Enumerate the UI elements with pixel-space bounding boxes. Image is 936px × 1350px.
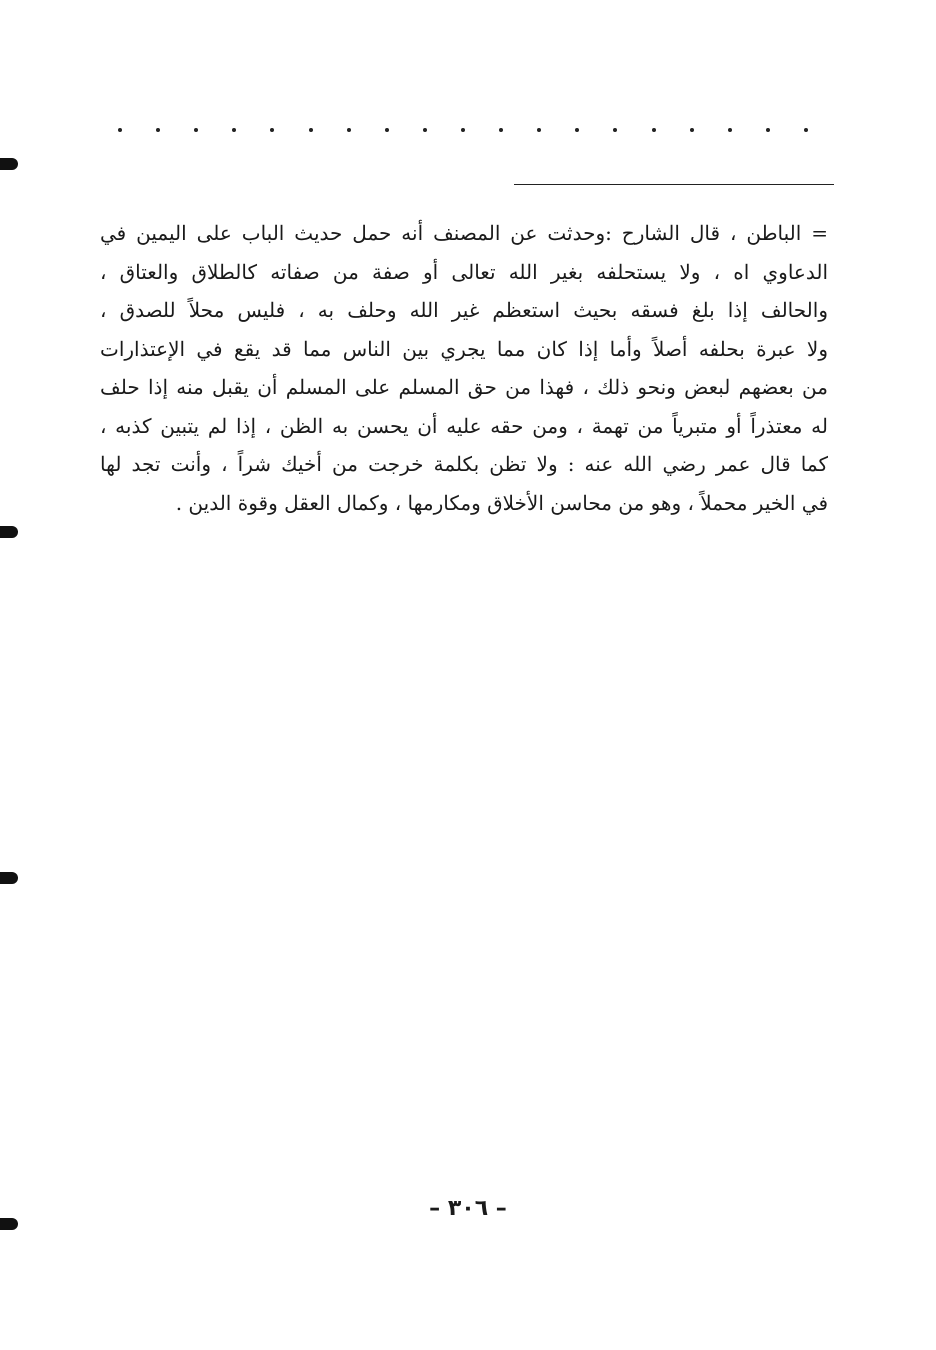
footnote-line: من بعضهم لبعض ونحو ذلك ، فهذا من حق المسلم على المسلم أن يقبل منه إذا حلف: [100, 375, 828, 399]
scan-edge-mark: [0, 872, 18, 884]
dot: [613, 128, 617, 132]
footnote-separator-rule: [514, 184, 834, 185]
dot: [575, 128, 579, 132]
dot: [804, 128, 808, 132]
separator-dots: [118, 118, 808, 142]
dot: [690, 128, 694, 132]
dot: [270, 128, 274, 132]
footnote-line: في الخير محملاً ، وهو من محاسن الأخلاق ومكارمها ، وكمال العقل وقوة الدين .: [175, 490, 828, 515]
scan-edge-mark: [0, 158, 18, 170]
dot: [194, 128, 198, 132]
footnote-line: = الباطن ، قال الشارح :وحدثت عن المصنف أنه حمل حديث الباب على اليمين في: [100, 221, 828, 245]
dot: [537, 128, 541, 132]
dot: [385, 128, 389, 132]
dot: [232, 128, 236, 132]
dot: [499, 128, 503, 132]
scan-edge-mark: [0, 526, 18, 538]
scan-edge-mark: [0, 1218, 18, 1230]
dot: [652, 128, 656, 132]
dot: [461, 128, 465, 132]
footnote-text: [100, 214, 828, 522]
footnote-line: كما قال عمر رضي الله عنه : ولا تظن بكلمة خرجت من أخيك شراً ، وأنت تجد لها: [100, 452, 828, 476]
dot: [156, 128, 160, 132]
dot: [728, 128, 732, 132]
dot: [423, 128, 427, 132]
dot: [309, 128, 313, 132]
footnote-line: الدعاوي اه ، ولا يستحلفه بغير الله تعالى أو صفة من صفاته كالطلاق والعتاق ،: [100, 259, 828, 284]
dot: [347, 128, 351, 132]
page-number: – ٣٠٦ –: [429, 1196, 507, 1221]
footnote-line: له معتذراً أو متبرياً من تهمة ، ومن حقه عليه أن يحسن به الظن ، إذا لم يتبين كذبه ،: [100, 413, 828, 438]
footnote-line: والحالف إذا بلغ فسقه بحيث استعظم غير الله وحلف به ، فليس محلاً للصدق ،: [100, 298, 828, 322]
dot: [766, 128, 770, 132]
footnote-line: ولا عبرة بحلفه أصلاً وأما إذا كان مما يجري بين الناس مما قد يقع في الإعتذارات: [100, 336, 828, 361]
dot: [118, 128, 122, 132]
